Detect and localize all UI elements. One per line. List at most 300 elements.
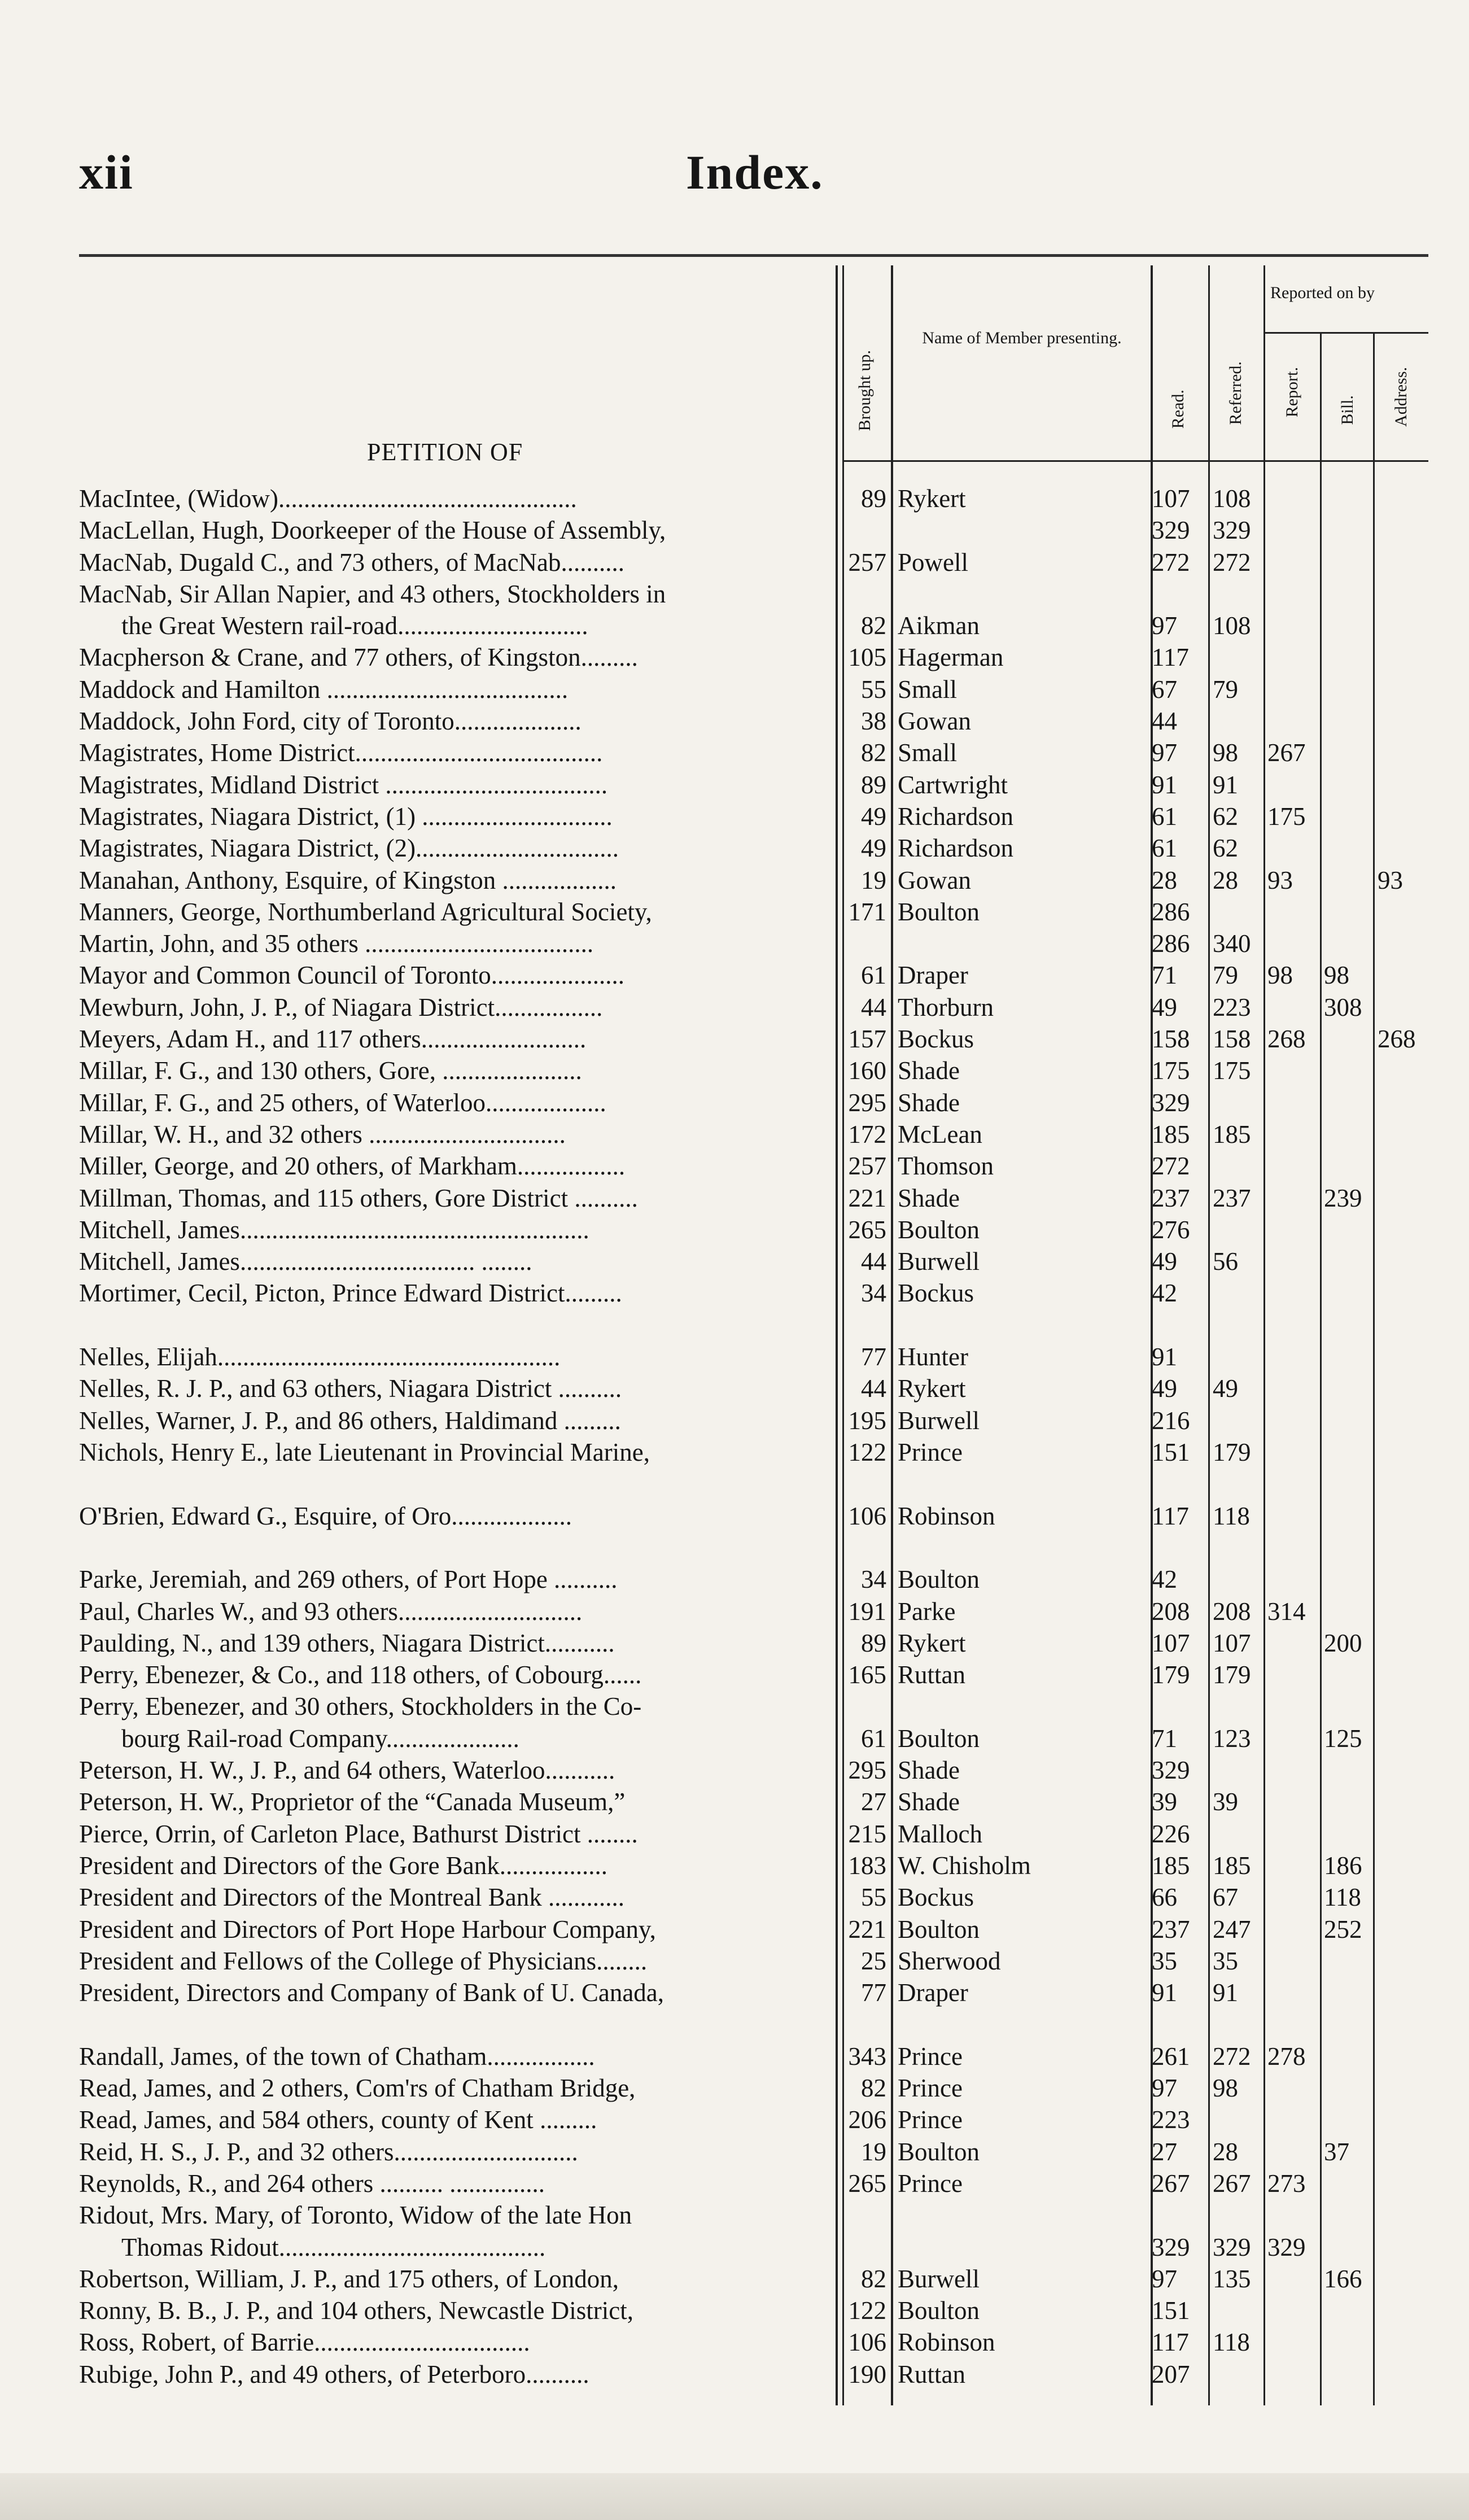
- reported-on-by-rule: [1263, 332, 1428, 334]
- table-row: [0, 578, 1469, 610]
- bill-page: 37: [1324, 2138, 1349, 2166]
- table-row: [0, 1341, 1469, 1373]
- table-row: [0, 547, 1469, 578]
- report-heading: Report.: [1283, 367, 1301, 418]
- petitioner-name: MacLellan, Hugh, Doorkeeper of the House of Assembly,: [79, 516, 666, 544]
- referred-page: 35: [1213, 1947, 1238, 1975]
- referred-page: 185: [1213, 1851, 1251, 1880]
- petitioner-name: Thomas Ridout..........................................: [121, 2233, 546, 2261]
- petitioner-name: Meyers, Adam H., and 117 others..........................: [79, 1025, 587, 1053]
- petitioner-name: MacIntee, (Widow)...............................................: [79, 484, 577, 513]
- referred-page: 67: [1213, 1883, 1238, 1911]
- read-page: 223: [1152, 2106, 1190, 2134]
- read-page: 91: [1152, 1979, 1177, 2007]
- table-row: [0, 1977, 1469, 2008]
- read-page: 107: [1152, 484, 1190, 513]
- read-page: 97: [1152, 739, 1177, 767]
- table-row: [0, 1914, 1469, 1945]
- member-name: Richardson: [898, 802, 1013, 831]
- member-name: W. Chisholm: [898, 1851, 1031, 1880]
- referred-page: 118: [1213, 2328, 1250, 2356]
- bill-page: 125: [1324, 1724, 1362, 1753]
- referred-page: 158: [1213, 1025, 1251, 1053]
- petitioner-name: Peterson, H. W., Proprietor of the “Canada Museum,”: [79, 1788, 626, 1816]
- table-row: [0, 801, 1469, 832]
- referred-page: 179: [1213, 1438, 1251, 1466]
- brought-up-page: 215: [848, 1820, 886, 1848]
- member-name: Small: [898, 739, 958, 767]
- table-row: [0, 610, 1469, 641]
- petitioner-name: Mayor and Common Council of Toronto.....................: [79, 961, 624, 989]
- read-page: 329: [1152, 1756, 1190, 1784]
- table-row: [0, 2295, 1469, 2326]
- table-row: [0, 832, 1469, 864]
- read-page: 61: [1152, 802, 1177, 831]
- table-row: [0, 1723, 1469, 1754]
- table-row: [0, 2326, 1469, 2358]
- table-row: [0, 1786, 1469, 1818]
- member-name: Hunter: [898, 1343, 968, 1371]
- petitioner-name: Ridout, Mrs. Mary, of Toronto, Widow of the late Hon: [79, 2201, 632, 2229]
- table-row: [0, 1881, 1469, 1913]
- referred-heading: Referred.: [1226, 361, 1245, 425]
- brought-up-page: 34: [861, 1565, 886, 1593]
- member-name: Shade: [898, 1788, 960, 1816]
- report-page: 278: [1267, 2042, 1306, 2071]
- table-row: [0, 1182, 1469, 1214]
- petitioner-name: Ross, Robert, of Barrie..................................: [79, 2328, 530, 2356]
- brought-up-page: 172: [848, 1120, 886, 1148]
- brought-up-page: 195: [848, 1407, 886, 1435]
- petitioner-name: Nelles, Warner, J. P., and 86 others, Haldimand .........: [79, 1407, 621, 1435]
- member-name: Prince: [898, 2042, 963, 2071]
- brought-up-page: 160: [848, 1056, 886, 1085]
- table-row: [0, 1596, 1469, 1627]
- referred-page: 79: [1213, 961, 1238, 989]
- petitioner-name: Nelles, Elijah......................................................: [79, 1343, 561, 1371]
- read-page: 42: [1152, 1279, 1177, 1307]
- table-row: [0, 1754, 1469, 1786]
- member-name: Powell: [898, 548, 969, 577]
- read-page: 49: [1152, 993, 1177, 1021]
- petitioner-name: Robertson, William, J. P., and 175 others, of London,: [79, 2265, 619, 2293]
- table-row: [0, 1691, 1469, 1722]
- table-row: [0, 2263, 1469, 2295]
- member-name: Shade: [898, 1756, 960, 1784]
- read-page: 286: [1152, 929, 1190, 958]
- referred-page: 237: [1213, 1184, 1251, 1212]
- petitioner-name: Rubige, John P., and 49 others, of Peterboro..........: [79, 2360, 589, 2388]
- read-page: 67: [1152, 675, 1177, 704]
- report-page: 98: [1267, 961, 1293, 989]
- petitioner-name: Miller, George, and 20 others, of Markham.................: [79, 1152, 626, 1180]
- member-name: Prince: [898, 2106, 963, 2134]
- petitioner-name: Manahan, Anthony, Esquire, of Kingston ..................: [79, 866, 617, 894]
- referred-page: 267: [1213, 2169, 1251, 2198]
- table-row: [0, 1850, 1469, 1881]
- read-page: 272: [1152, 1152, 1190, 1180]
- table-row: [0, 1214, 1469, 1246]
- read-page: 207: [1152, 2360, 1190, 2388]
- report-page: 93: [1267, 866, 1293, 894]
- petitioner-name: Magistrates, Niagara District, (2)................................: [79, 834, 619, 862]
- member-name: Boulton: [898, 2138, 980, 2166]
- referred-page: 135: [1213, 2265, 1251, 2293]
- report-page: 273: [1267, 2169, 1306, 2198]
- petitioner-name: President and Fellows of the College of Physicians........: [79, 1947, 648, 1975]
- scan-edge: [0, 2473, 1469, 2520]
- report-page: 267: [1267, 739, 1306, 767]
- read-page: 261: [1152, 2042, 1190, 2071]
- member-heading: Name of Member presenting.: [922, 329, 1122, 347]
- brought-up-page: 49: [861, 802, 886, 831]
- read-page: 175: [1152, 1056, 1190, 1085]
- read-page: 185: [1152, 1120, 1190, 1148]
- read-page: 97: [1152, 2074, 1177, 2102]
- member-name: Robinson: [898, 1502, 995, 1530]
- read-page: 61: [1152, 834, 1177, 862]
- member-name: Prince: [898, 2169, 963, 2198]
- referred-page: 272: [1213, 548, 1251, 577]
- member-name: Gowan: [898, 707, 971, 735]
- member-name: Aikman: [898, 612, 980, 640]
- referred-page: 28: [1213, 866, 1238, 894]
- petitioner-name: Mitchell, James.......................................................: [79, 1216, 589, 1244]
- referred-page: 56: [1213, 1247, 1238, 1276]
- read-page: 158: [1152, 1025, 1190, 1053]
- bill-page: 98: [1324, 961, 1349, 989]
- petitioner-name: MacNab, Sir Allan Napier, and 43 others, Stockholders in: [79, 580, 666, 608]
- referred-page: 329: [1213, 2233, 1251, 2261]
- table-row: [0, 1405, 1469, 1436]
- member-name: Prince: [898, 1438, 963, 1466]
- member-name: Bockus: [898, 1279, 974, 1307]
- petitioner-name: Magistrates, Niagara District, (1) ..............................: [79, 802, 613, 831]
- referred-page: 175: [1213, 1056, 1251, 1085]
- read-page: 117: [1152, 643, 1189, 671]
- referred-page: 185: [1213, 1120, 1251, 1148]
- brought-up-page: 257: [848, 548, 886, 577]
- member-name: Burwell: [898, 2265, 980, 2293]
- read-page: 329: [1152, 516, 1190, 544]
- petitioner-name: Nichols, Henry E., late Lieutenant in Provincial Marine,: [79, 1438, 650, 1466]
- petitioner-name: Maddock, John Ford, city of Toronto....................: [79, 707, 582, 735]
- petitioner-name: Perry, Ebenezer, and 30 others, Stockholders in the Co-: [79, 1692, 642, 1720]
- table-row: [0, 896, 1469, 928]
- read-page: 237: [1152, 1184, 1190, 1212]
- member-name: Draper: [898, 961, 968, 989]
- member-name: Shade: [898, 1184, 960, 1212]
- referred-page: 91: [1213, 771, 1238, 799]
- brought-up-page: 55: [861, 1883, 886, 1911]
- petitioner-name: Mortimer, Cecil, Picton, Prince Edward District.........: [79, 1279, 622, 1307]
- table-row: [0, 1023, 1469, 1055]
- table-row: [0, 2136, 1469, 2168]
- petitioner-name: Nelles, R. J. P., and 63 others, Niagara District ..........: [79, 1374, 622, 1403]
- member-name: Richardson: [898, 834, 1013, 862]
- read-page: 44: [1152, 707, 1177, 735]
- table-row: [0, 1087, 1469, 1119]
- table-row: [0, 2041, 1469, 2072]
- member-name: Shade: [898, 1056, 960, 1085]
- table-row: [0, 1436, 1469, 1468]
- petitioner-name: Magistrates, Midland District ...................................: [79, 771, 608, 799]
- brought-up-page: 34: [861, 1279, 886, 1307]
- member-name: Prince: [898, 2074, 963, 2102]
- brought-up-page: 77: [861, 1343, 886, 1371]
- member-name: Ruttan: [898, 1661, 965, 1689]
- petitioner-name: Macpherson & Crane, and 77 others, of Kingston.........: [79, 643, 638, 671]
- table-row: [0, 864, 1469, 896]
- table-row: [0, 674, 1469, 705]
- referred-page: 49: [1213, 1374, 1238, 1403]
- referred-page: 98: [1213, 739, 1238, 767]
- read-page: 179: [1152, 1661, 1190, 1689]
- read-page: 35: [1152, 1947, 1177, 1975]
- brought-up-page: 171: [848, 898, 886, 926]
- brought-up-page: 191: [848, 1597, 886, 1626]
- top-rule: [79, 254, 1428, 257]
- brought-up-page: 89: [861, 771, 886, 799]
- member-name: Burwell: [898, 1407, 980, 1435]
- brought-up-heading: Brought up.: [855, 350, 874, 431]
- member-name: Boulton: [898, 1565, 980, 1593]
- table-row: [0, 1627, 1469, 1659]
- member-name: Thorburn: [898, 993, 994, 1021]
- read-page: 71: [1152, 961, 1177, 989]
- petitioner-name: President and Directors of the Montreal Bank ............: [79, 1883, 625, 1911]
- referred-page: 247: [1213, 1915, 1251, 1943]
- brought-up-page: 19: [861, 866, 886, 894]
- read-page: 66: [1152, 1883, 1177, 1911]
- table-row: [0, 1150, 1469, 1182]
- petitioner-name: Manners, George, Northumberland Agricultural Society,: [79, 898, 652, 926]
- petition-of-heading: PETITION OF: [367, 438, 523, 466]
- brought-up-page: 27: [861, 1788, 886, 1816]
- referred-page: 108: [1213, 484, 1251, 513]
- referred-page: 272: [1213, 2042, 1251, 2071]
- member-name: Cartwright: [898, 771, 1008, 799]
- brought-up-page: 55: [861, 675, 886, 704]
- brought-up-page: 295: [848, 1089, 886, 1117]
- table-row: [0, 483, 1469, 514]
- referred-page: 108: [1213, 612, 1251, 640]
- table-row: [0, 1055, 1469, 1086]
- member-name: Bockus: [898, 1883, 974, 1911]
- table-row: [0, 928, 1469, 959]
- brought-up-page: 257: [848, 1152, 886, 1180]
- reported-on-by-heading: Reported on by: [1270, 283, 1375, 302]
- referred-page: 62: [1213, 834, 1238, 862]
- page-number: xii: [79, 145, 134, 199]
- read-page: 329: [1152, 1089, 1190, 1117]
- petitioner-name: Millar, W. H., and 32 others ...............................: [79, 1120, 566, 1148]
- petitioner-name: Mewburn, John, J. P., of Niagara District.................: [79, 993, 603, 1021]
- read-page: 286: [1152, 898, 1190, 926]
- address-page: 268: [1378, 1025, 1416, 1053]
- petitioner-name: MacNab, Dugald C., and 73 others, of MacNab..........: [79, 548, 625, 577]
- petitioner-name: Mitchell, James..................................... ........: [79, 1247, 532, 1276]
- table-row: [0, 2359, 1469, 2390]
- read-page: 151: [1152, 2296, 1190, 2325]
- brought-up-page: 61: [861, 1724, 886, 1753]
- brought-up-page: 38: [861, 707, 886, 735]
- referred-page: 98: [1213, 2074, 1238, 2102]
- brought-up-page: 265: [848, 2169, 886, 2198]
- read-page: 216: [1152, 1407, 1190, 1435]
- member-name: Hagerman: [898, 643, 1004, 671]
- report-page: 175: [1267, 802, 1306, 831]
- petitioner-name: President and Directors of the Gore Bank.................: [79, 1851, 608, 1880]
- read-page: 329: [1152, 2233, 1190, 2261]
- petitioner-name: Paul, Charles W., and 93 others.............................: [79, 1597, 583, 1626]
- read-page: 28: [1152, 866, 1177, 894]
- read-page: 226: [1152, 1820, 1190, 1848]
- member-name: Boulton: [898, 2296, 980, 2325]
- report-page: 314: [1267, 1597, 1306, 1626]
- table-row: [0, 641, 1469, 673]
- member-name: McLean: [898, 1120, 982, 1148]
- brought-up-page: 165: [848, 1661, 886, 1689]
- referred-page: 223: [1213, 993, 1251, 1021]
- brought-up-page: 265: [848, 1216, 886, 1244]
- brought-up-page: 77: [861, 1979, 886, 2007]
- petitioner-name: Paulding, N., and 139 others, Niagara District...........: [79, 1629, 615, 1657]
- read-page: 27: [1152, 2138, 1177, 2166]
- bill-page: 118: [1324, 1883, 1361, 1911]
- petitioner-name: Ronny, B. B., J. P., and 104 others, Newcastle District,: [79, 2296, 634, 2325]
- petitioner-name: Read, James, and 584 others, county of Kent .........: [79, 2106, 597, 2134]
- read-page: 208: [1152, 1597, 1190, 1626]
- brought-up-page: 122: [848, 2296, 886, 2325]
- member-name: Malloch: [898, 1820, 982, 1848]
- bill-heading: Bill.: [1338, 395, 1357, 425]
- brought-up-page: 25: [861, 1947, 886, 1975]
- member-name: Ruttan: [898, 2360, 965, 2388]
- brought-up-page: 221: [848, 1184, 886, 1212]
- table-row: [0, 1818, 1469, 1850]
- petitioner-name: O'Brien, Edward G., Esquire, of Oro...................: [79, 1502, 572, 1530]
- table-row: [0, 1563, 1469, 1595]
- brought-up-page: 221: [848, 1915, 886, 1943]
- read-page: 151: [1152, 1438, 1190, 1466]
- petitioner-name: Martin, John, and 35 others ....................................: [79, 929, 594, 958]
- table-row: [0, 959, 1469, 991]
- table-row: [0, 705, 1469, 737]
- table-row: [0, 769, 1469, 801]
- brought-up-page: 122: [848, 1438, 886, 1466]
- petitioner-name: the Great Western rail-road..............................: [121, 612, 588, 640]
- brought-up-page: 190: [848, 2360, 886, 2388]
- address-page: 93: [1378, 866, 1403, 894]
- read-page: 97: [1152, 612, 1177, 640]
- brought-up-page: 82: [861, 739, 886, 767]
- referred-page: 107: [1213, 1629, 1251, 1657]
- report-page: 329: [1267, 2233, 1306, 2261]
- brought-up-page: 49: [861, 834, 886, 862]
- read-page: 49: [1152, 1247, 1177, 1276]
- table-row: [0, 737, 1469, 768]
- table-row: [0, 1246, 1469, 1277]
- member-name: Rykert: [898, 484, 966, 513]
- read-page: 91: [1152, 771, 1177, 799]
- petitioner-name: President and Directors of Port Hope Harbour Company,: [79, 1915, 656, 1943]
- referred-page: 208: [1213, 1597, 1251, 1626]
- referred-page: 28: [1213, 2138, 1238, 2166]
- read-page: 91: [1152, 1343, 1177, 1371]
- page-title: Index.: [686, 145, 824, 199]
- brought-up-page: 89: [861, 484, 886, 513]
- table-row: [0, 2168, 1469, 2199]
- table-row: [0, 1659, 1469, 1691]
- read-page: 107: [1152, 1629, 1190, 1657]
- member-name: Robinson: [898, 2328, 995, 2356]
- petitioner-name: Millar, F. G., and 130 others, Gore, ......................: [79, 1056, 582, 1085]
- bill-page: 166: [1324, 2265, 1362, 2293]
- table-row: [0, 514, 1469, 546]
- read-page: 272: [1152, 548, 1190, 577]
- brought-up-page: 105: [848, 643, 886, 671]
- read-page: 49: [1152, 1374, 1177, 1403]
- petitioner-name: Pierce, Orrin, of Carleton Place, Bathurst District ........: [79, 1820, 638, 1848]
- petitioner-name: Millman, Thomas, and 115 others, Gore District ..........: [79, 1184, 638, 1212]
- member-name: Boulton: [898, 1724, 980, 1753]
- petitioner-name: President, Directors and Company of Bank of U. Canada,: [79, 1979, 664, 2007]
- table-row: [0, 992, 1469, 1023]
- referred-page: 123: [1213, 1724, 1251, 1753]
- read-page: 117: [1152, 1502, 1189, 1530]
- petitioner-name: Read, James, and 2 others, Com'rs of Chatham Bridge,: [79, 2074, 636, 2102]
- referred-page: 329: [1213, 516, 1251, 544]
- petitioner-name: Magistrates, Home District.......................................: [79, 739, 603, 767]
- brought-up-page: 44: [861, 1374, 886, 1403]
- brought-up-page: 89: [861, 1629, 886, 1657]
- member-name: Parke: [898, 1597, 956, 1626]
- brought-up-page: 295: [848, 1756, 886, 1784]
- member-name: Bockus: [898, 1025, 974, 1053]
- read-page: 276: [1152, 1216, 1190, 1244]
- table-row: [0, 1277, 1469, 1309]
- petitioner-name: Reid, H. S., J. P., and 32 others.............................: [79, 2138, 578, 2166]
- bill-page: 308: [1324, 993, 1362, 1021]
- brought-up-page: 61: [861, 961, 886, 989]
- petitioner-name: Peterson, H. W., J. P., and 64 others, Waterloo...........: [79, 1756, 615, 1784]
- member-name: Gowan: [898, 866, 971, 894]
- referred-page: 118: [1213, 1502, 1250, 1530]
- brought-up-page: 206: [848, 2106, 886, 2134]
- read-page: 117: [1152, 2328, 1189, 2356]
- member-name: Thomson: [898, 1152, 994, 1180]
- address-heading: Address.: [1392, 367, 1410, 427]
- read-page: 267: [1152, 2169, 1190, 2198]
- table-row: [0, 1373, 1469, 1404]
- bill-page: 186: [1324, 1851, 1362, 1880]
- brought-up-page: 106: [848, 2328, 886, 2356]
- referred-page: 62: [1213, 802, 1238, 831]
- referred-page: 39: [1213, 1788, 1238, 1816]
- bill-page: 200: [1324, 1629, 1362, 1657]
- petitioner-name: Parke, Jeremiah, and 269 others, of Port Hope ..........: [79, 1565, 618, 1593]
- read-page: 237: [1152, 1915, 1190, 1943]
- member-name: Rykert: [898, 1374, 966, 1403]
- brought-up-page: 106: [848, 1502, 886, 1530]
- bill-page: 239: [1324, 1184, 1362, 1212]
- referred-page: 91: [1213, 1979, 1238, 2007]
- report-page: 268: [1267, 1025, 1306, 1053]
- brought-up-page: 19: [861, 2138, 886, 2166]
- member-name: Shade: [898, 1089, 960, 1117]
- member-name: Rykert: [898, 1629, 966, 1657]
